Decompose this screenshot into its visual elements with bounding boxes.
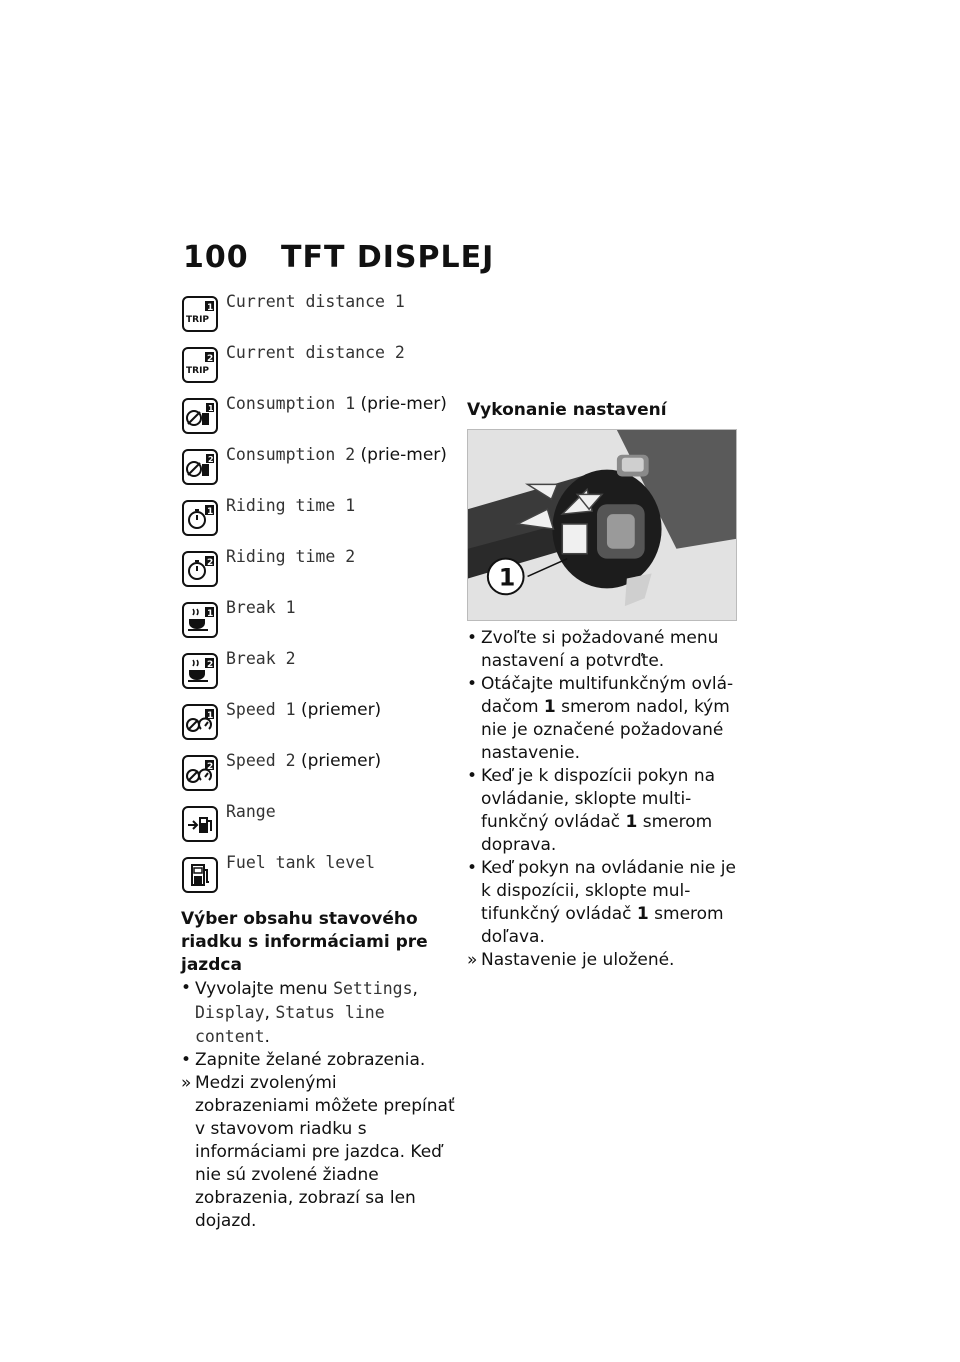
status-item [181, 750, 456, 801]
svg-text:TRIP: TRIP [186, 366, 210, 376]
result-item: » Medzi zvolenými zobrazeniami môžete prepínať v stavovom riadku s informáciami pre jazdca. Keď nie sú zvolené žiadne zobrazenia, zobrazí sa len dojazd. [181, 1073, 455, 1231]
reference-1: 1 [543, 697, 556, 717]
badge: 1 [207, 303, 214, 313]
status-item [181, 495, 456, 546]
status-item [181, 801, 456, 852]
status-item [181, 291, 456, 342]
badge: 2 [207, 354, 214, 364]
status-label: Consumption 2 [226, 445, 356, 464]
list-item: • Keď pokyn na ovládanie nie je k dispozícii, sklopte mul-tifunkčný ovládač 1 smerom doľava. [467, 858, 736, 947]
consumption-1-icon [182, 398, 218, 434]
break-2-icon [182, 653, 218, 689]
chapter-title: TFT DISPLEJ [281, 240, 495, 275]
status-item [181, 852, 456, 903]
list-item: • Vyvolajte menu Settings, Display, Status line content. [181, 978, 418, 1047]
instruction-list [181, 977, 456, 1233]
status-label-suffix: (priemer) [295, 751, 382, 771]
badge: 2 [208, 455, 214, 464]
instruction-list [467, 627, 742, 972]
badge: 1 [207, 507, 214, 517]
status-label: Range [226, 802, 276, 821]
result-item: » Nastavenie je uložené. [467, 950, 675, 970]
result-marker: » [181, 1073, 192, 1093]
speed-2-icon [182, 755, 218, 791]
status-item [181, 597, 456, 648]
status-label: Current distance 1 [226, 292, 405, 311]
bullet-marker: • [467, 674, 478, 694]
riding-time-1-icon [182, 500, 218, 536]
status-label-suffix: (prie-mer) [355, 445, 447, 465]
status-label-suffix: (priemer) [295, 700, 382, 720]
range-icon [182, 806, 218, 842]
list-item: • Otáčajte multifunkčným ovlá-dačom 1 smerom nadol, kým nie je označené požadované nastavenie. [467, 674, 734, 763]
result-marker: » [467, 950, 478, 970]
status-item [181, 342, 456, 393]
status-item [181, 393, 456, 444]
consumption-2-icon [182, 449, 218, 485]
status-item [181, 444, 456, 495]
bullet-marker: • [181, 978, 192, 998]
list-item: • Keď je k dispozícii pokyn na ovládanie, sklopte multi-funkčný ovládač 1 smerom doprava. [467, 766, 716, 855]
bullet-marker: • [467, 858, 478, 878]
status-label: Break 2 [226, 649, 296, 668]
left-column [181, 291, 456, 1233]
status-label: Consumption 1 [226, 394, 356, 413]
badge: 2 [207, 558, 214, 568]
handlebar-controller-illustration [467, 429, 737, 621]
badge: 1 [207, 711, 214, 721]
speed-1-icon [182, 704, 218, 740]
status-label: Riding time 1 [226, 496, 356, 515]
trip-1-icon [182, 296, 218, 332]
reference-1: 1 [636, 904, 649, 924]
status-label: Riding time 2 [226, 547, 356, 566]
status-item [181, 546, 456, 597]
status-item [181, 699, 456, 750]
badge: 2 [207, 660, 214, 670]
callout-1-label: 1 [498, 563, 516, 592]
svg-text:TRIP: TRIP [186, 315, 210, 325]
riding-time-2-icon [182, 551, 218, 587]
list-item: • Zapnite želané zobrazenia. [181, 1050, 426, 1070]
badge: 1 [208, 404, 214, 413]
badge: 2 [207, 762, 214, 772]
status-label: Current distance 2 [226, 343, 405, 362]
break-1-icon [182, 602, 218, 638]
badge: 1 [207, 609, 214, 619]
menu-status-line: Status line content [195, 1003, 385, 1046]
menu-display: Display [195, 1003, 265, 1022]
status-label: Speed 1 [226, 700, 296, 719]
section-heading: Vykonanie nastavení [467, 400, 667, 420]
fuel-tank-icon [182, 857, 218, 893]
bullet-marker: • [467, 766, 478, 786]
trip-2-icon [182, 347, 218, 383]
menu-settings: Settings [333, 979, 413, 998]
status-label: Break 1 [226, 598, 296, 617]
status-label: Speed 2 [226, 751, 296, 770]
reference-1: 1 [625, 812, 638, 832]
status-label-suffix: (prie-mer) [355, 394, 447, 414]
bullet-marker: • [181, 1050, 192, 1070]
page-number: 100 [183, 240, 249, 275]
status-item [181, 648, 456, 699]
status-label: Fuel tank level [226, 853, 376, 872]
bullet-marker: • [467, 628, 478, 648]
list-item: • Zvoľte si požadované menu nastavení a potvrďte. [467, 628, 719, 671]
right-column [467, 291, 742, 972]
section-heading: Výber obsahu stavového riadku s informáciami pre jazdca [181, 909, 428, 975]
